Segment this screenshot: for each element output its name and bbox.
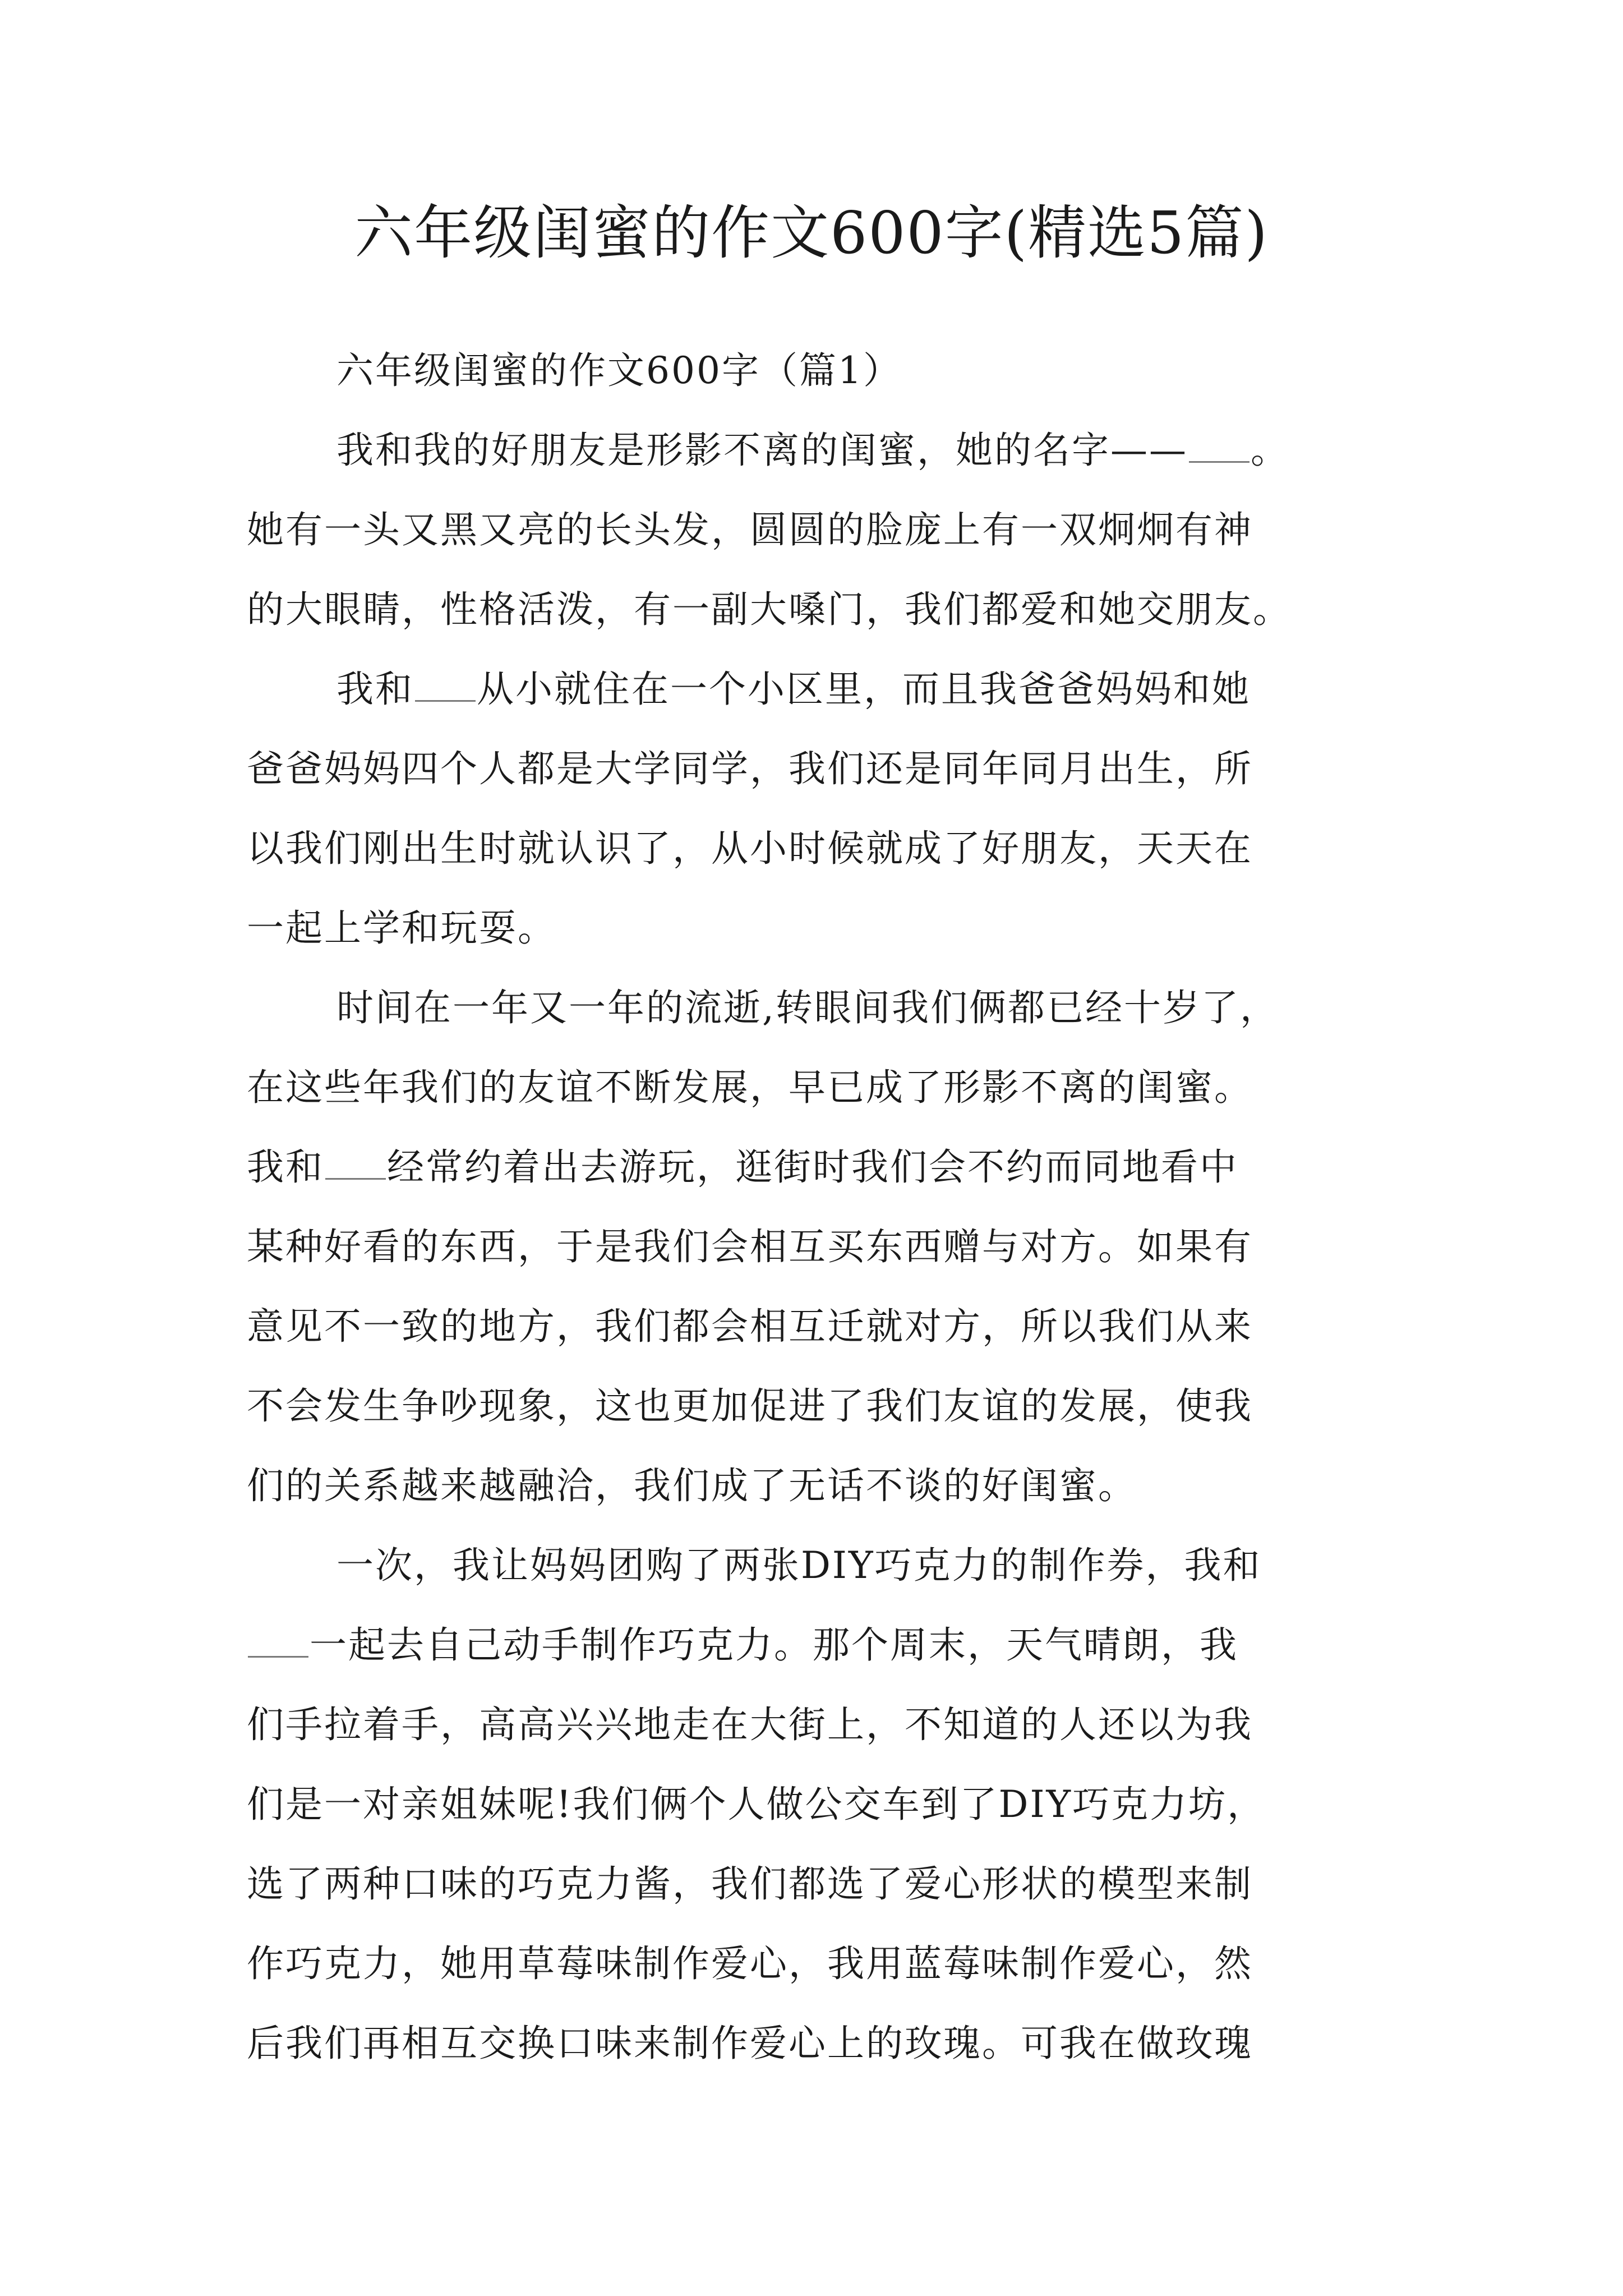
text-run: 我和我的好朋友是形影不离的闺蜜，她的名字—— [336,429,1188,472]
section-heading: 六年级闺蜜的作文600字（篇1） [336,349,902,392]
name-blank [248,1625,308,1658]
paragraph-3-line-7: 们的关系越来越融洽，我们成了无话不谈的好闺蜜。 [247,1464,1137,1507]
paragraph-3-line-3 [247,1128,1405,1207]
text-run: 。 [1251,429,1289,472]
paragraph-3-line-1: 时间在一年又一年的流逝,转眼间我们俩都已经十岁了， [336,986,1279,1029]
paragraph-2-line-4: 一起上学和玩耍。 [247,907,556,950]
text-run: 从小就住在一个小区里，而且我爸爸妈妈和她 [477,668,1251,711]
paragraph-4-line-4: 们是一对亲姐妹呢!我们俩个人做公交车到了DIY巧克力坊， [247,1783,1266,1826]
paragraph-3-line-4: 某种好看的东西，于是我们会相互买东西赠与对方。如果有 [247,1225,1253,1268]
paragraph-4-line-6: 作巧克力，她用草莓味制作爱心，我用蓝莓味制作爱心，然 [247,1942,1253,1985]
paragraph-1-line-1 [247,411,1405,490]
document-body [247,331,1405,2083]
name-blank [1189,430,1249,463]
paragraph-3-line-5: 意见不一致的地方，我们都会相互迁就对方，所以我们从来 [247,1305,1253,1348]
paragraph-2-line-1 [247,650,1405,729]
text-run: 一起去自己动手制作巧克力。那个周末，天气晴朗，我 [310,1623,1238,1667]
name-blank [325,1147,386,1180]
paragraph-4-line-5: 选了两种口味的巧克力酱，我们都选了爱心形状的模型来制 [247,1862,1253,1906]
paragraph-2-line-2: 爸爸妈妈四个人都是大学同学，我们还是同年同月出生，所 [247,747,1253,790]
paragraph-2-line-3: 以我们刚出生时就认识了，从小时候就成了好朋友，天天在 [247,827,1253,870]
paragraph-1-line-2: 她有一头又黑又亮的长头发，圆圆的脸庞上有一双炯炯有神 [247,508,1253,551]
paragraph-3-line-6: 不会发生争吵现象，这也更加促进了我们友谊的发展，使我 [247,1384,1253,1428]
document-title: 六年级闺蜜的作文600字(精选5篇) [354,199,1269,267]
paragraph-3-line-2: 在这些年我们的友谊不断发展，早已成了形影不离的闺蜜。 [247,1066,1253,1109]
text-run: 我和 [336,668,414,711]
paragraph-4-line-7: 后我们再相互交换口味来制作爱心上的玫瑰。可我在做玫瑰 [247,2022,1253,2065]
text-run: 经常约着出去游玩，逛街时我们会不约而同地看中 [387,1145,1238,1189]
paragraph-4-line-3: 们手拉着手，高高兴兴地走在大街上，不知道的人还以为我 [247,1703,1253,1746]
text-run: 我和 [247,1145,324,1189]
paragraph-4-line-2 [247,1605,1405,1685]
paragraph-1-line-3: 的大眼睛，性格活泼，有一副大嗓门，我们都爱和她交朋友。 [247,588,1292,631]
paragraph-4-line-1: 一次，我让妈妈团购了两张DIY巧克力的制作券，我和 [336,1544,1262,1587]
name-blank [415,669,476,702]
